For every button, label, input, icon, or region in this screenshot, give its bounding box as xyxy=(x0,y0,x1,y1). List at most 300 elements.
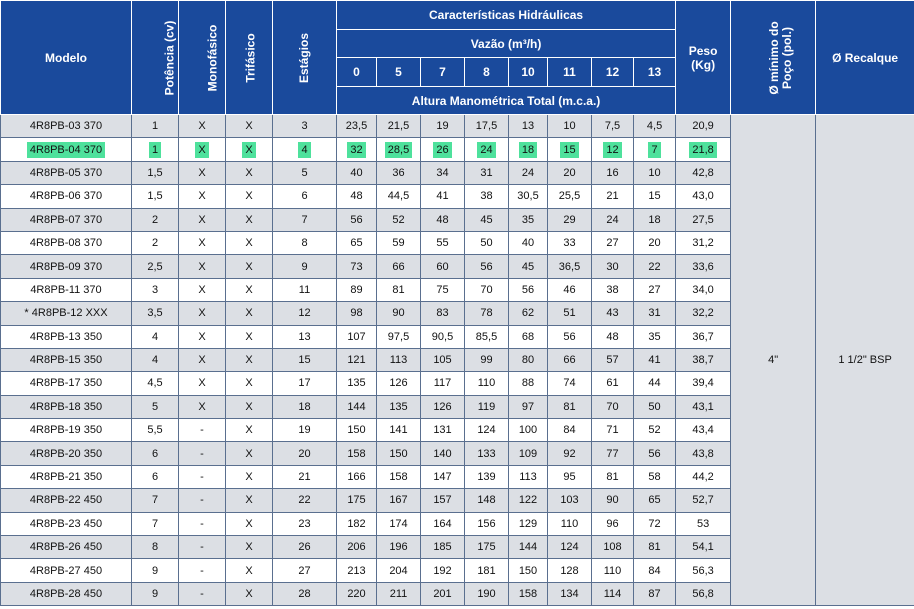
table-cell: 15 xyxy=(273,348,337,371)
table-cell: 19 xyxy=(273,419,337,442)
table-cell: 58 xyxy=(634,465,676,488)
table-row xyxy=(1,115,914,138)
header-altura: Altura Manométrica Total (m.c.a.) xyxy=(337,87,676,115)
table-cell: 41 xyxy=(421,185,465,208)
table-cell: X xyxy=(226,348,273,371)
table-cell: 105 xyxy=(421,348,465,371)
table-cell: 113 xyxy=(377,348,421,371)
table-cell: 81 xyxy=(634,536,676,559)
header-flow: 5 xyxy=(377,58,421,87)
table-cell: 43 xyxy=(592,302,634,325)
table-cell: 52 xyxy=(634,419,676,442)
table-cell: 42,8 xyxy=(676,161,731,184)
table-cell: 21,5 xyxy=(377,115,421,138)
table-cell: 157 xyxy=(421,489,465,512)
table-cell: 50 xyxy=(465,231,509,254)
table-cell: 18 xyxy=(634,208,676,231)
table-cell: 110 xyxy=(465,372,509,395)
table-cell: 147 xyxy=(421,465,465,488)
table-cell: 174 xyxy=(377,512,421,535)
table-cell: 48 xyxy=(421,208,465,231)
highlighted-value: 15 xyxy=(560,142,578,158)
table-cell: 13 xyxy=(509,115,548,138)
table-cell: 6 xyxy=(132,465,179,488)
table-cell: 134 xyxy=(548,582,592,605)
table-cell: 128 xyxy=(548,559,592,582)
table-cell: 28 xyxy=(273,582,337,605)
table-cell: X xyxy=(226,559,273,582)
table-cell: 36,5 xyxy=(548,255,592,278)
table-cell: X xyxy=(179,395,226,418)
table-cell: 220 xyxy=(337,582,377,605)
table-cell: 41 xyxy=(634,348,676,371)
table-cell: X xyxy=(179,161,226,184)
table-cell: - xyxy=(179,536,226,559)
table-cell: 9 xyxy=(132,582,179,605)
header-recalque: Ø Recalque xyxy=(816,1,914,115)
table-cell: 43,0 xyxy=(676,185,731,208)
header-estagios: Estágios xyxy=(273,1,337,115)
table-cell: 12 xyxy=(273,302,337,325)
table-cell: 40 xyxy=(337,161,377,184)
table-cell: 98 xyxy=(337,302,377,325)
table-cell: X xyxy=(226,255,273,278)
table-cell: 6 xyxy=(273,185,337,208)
table-cell: 35 xyxy=(634,325,676,348)
table-cell: 124 xyxy=(465,419,509,442)
table-cell: 77 xyxy=(592,442,634,465)
table-cell: 83 xyxy=(421,302,465,325)
table-cell: 88 xyxy=(509,372,548,395)
table-cell: 5 xyxy=(273,161,337,184)
header-modelo: Modelo xyxy=(1,1,132,115)
table-cell: 38 xyxy=(592,278,634,301)
table-cell: X xyxy=(226,372,273,395)
table-cell: 25,5 xyxy=(548,185,592,208)
table-cell: 19 xyxy=(421,115,465,138)
table-cell: X xyxy=(226,208,273,231)
table-cell: 158 xyxy=(509,582,548,605)
table-cell: 2 xyxy=(132,231,179,254)
table-cell: X xyxy=(179,325,226,348)
table-cell: 150 xyxy=(377,442,421,465)
table-cell: 4,5 xyxy=(132,372,179,395)
table-cell: 158 xyxy=(337,442,377,465)
table-cell: 90 xyxy=(592,489,634,512)
table-cell: 43,8 xyxy=(676,442,731,465)
table-cell: X xyxy=(179,255,226,278)
table-cell: X xyxy=(179,231,226,254)
table-cell: 56 xyxy=(337,208,377,231)
table-cell: X xyxy=(179,372,226,395)
table-cell: 13 xyxy=(273,325,337,348)
table-cell: 56 xyxy=(509,278,548,301)
table-cell: 15 xyxy=(634,185,676,208)
model-cell: 4R8PB-03 370 xyxy=(1,115,132,138)
table-cell: 56,8 xyxy=(676,582,731,605)
table-cell: - xyxy=(179,419,226,442)
model-cell: 4R8PB-19 350 xyxy=(1,419,132,442)
table-cell xyxy=(377,138,421,161)
highlighted-value: 26 xyxy=(433,142,451,158)
table-cell xyxy=(337,138,377,161)
table-cell: 90 xyxy=(377,302,421,325)
table-cell: 35 xyxy=(509,208,548,231)
table-cell: 124 xyxy=(548,536,592,559)
table-cell: 17 xyxy=(273,372,337,395)
table-cell: 5,5 xyxy=(132,419,179,442)
table-cell: 109 xyxy=(509,442,548,465)
table-cell: 144 xyxy=(337,395,377,418)
table-cell: 107 xyxy=(337,325,377,348)
header-trifasico: Trifásico xyxy=(226,1,273,115)
table-cell: - xyxy=(179,559,226,582)
model-cell: 4R8PB-09 370 xyxy=(1,255,132,278)
table-cell: 96 xyxy=(592,512,634,535)
table-cell: 131 xyxy=(421,419,465,442)
table-cell: X xyxy=(226,442,273,465)
table-cell: 7 xyxy=(273,208,337,231)
header-flow: 12 xyxy=(592,58,634,87)
table-cell: 204 xyxy=(377,559,421,582)
table-cell: 126 xyxy=(377,372,421,395)
table-cell: 81 xyxy=(548,395,592,418)
table-cell xyxy=(465,138,509,161)
table-cell: 31,2 xyxy=(676,231,731,254)
table-cell: 20 xyxy=(634,231,676,254)
table-cell: 90,5 xyxy=(421,325,465,348)
table-cell: X xyxy=(179,278,226,301)
highlighted-value: X xyxy=(195,142,208,158)
table-cell: 3 xyxy=(273,115,337,138)
table-cell: 7,5 xyxy=(592,115,634,138)
header-flow: 10 xyxy=(509,58,548,87)
highlighted-value: 32 xyxy=(347,142,365,158)
table-cell: 8 xyxy=(273,231,337,254)
table-cell: 24 xyxy=(592,208,634,231)
table-cell xyxy=(548,138,592,161)
table-cell: 114 xyxy=(592,582,634,605)
table-cell: 43,4 xyxy=(676,419,731,442)
table-cell: 139 xyxy=(465,465,509,488)
table-cell: 60 xyxy=(421,255,465,278)
model-cell: 4R8PB-06 370 xyxy=(1,185,132,208)
table-cell: 2 xyxy=(132,208,179,231)
table-cell: 92 xyxy=(548,442,592,465)
table-cell: 66 xyxy=(377,255,421,278)
table-cell: 121 xyxy=(337,348,377,371)
table-cell: 71 xyxy=(592,419,634,442)
table-cell: 167 xyxy=(377,489,421,512)
table-cell: 150 xyxy=(509,559,548,582)
model-cell: * 4R8PB-12 XXX xyxy=(1,302,132,325)
table-cell: 38,7 xyxy=(676,348,731,371)
table-cell: 175 xyxy=(465,536,509,559)
table-cell: 20 xyxy=(548,161,592,184)
table-cell: 129 xyxy=(509,512,548,535)
model-cell: 4R8PB-22 450 xyxy=(1,489,132,512)
table-cell: 54,1 xyxy=(676,536,731,559)
table-cell: X xyxy=(226,536,273,559)
table-cell: 100 xyxy=(509,419,548,442)
table-cell: 43,1 xyxy=(676,395,731,418)
table-cell: 11 xyxy=(273,278,337,301)
table-cell: 1,5 xyxy=(132,185,179,208)
table-cell: 3,5 xyxy=(132,302,179,325)
table-cell: 57 xyxy=(592,348,634,371)
table-cell: 23,5 xyxy=(337,115,377,138)
table-cell: 48 xyxy=(592,325,634,348)
table-cell: 9 xyxy=(273,255,337,278)
table-cell: 31 xyxy=(634,302,676,325)
table-cell xyxy=(132,138,179,161)
table-cell: 7 xyxy=(132,512,179,535)
table-cell: 144 xyxy=(509,536,548,559)
table-cell xyxy=(509,138,548,161)
model-cell: 4R8PB-15 350 xyxy=(1,348,132,371)
model-cell: 4R8PB-20 350 xyxy=(1,442,132,465)
table-cell: 21 xyxy=(592,185,634,208)
table-cell: X xyxy=(226,465,273,488)
table-cell: 5 xyxy=(132,395,179,418)
table-cell: 44 xyxy=(634,372,676,395)
table-cell: 73 xyxy=(337,255,377,278)
table-cell: 34 xyxy=(421,161,465,184)
table-cell: 22 xyxy=(273,489,337,512)
table-cell xyxy=(676,138,731,161)
table-cell: 33,6 xyxy=(676,255,731,278)
table-cell: 4 xyxy=(132,348,179,371)
table-cell: 45 xyxy=(509,255,548,278)
header-caracteristicas: Características Hidráulicas xyxy=(337,1,676,30)
table-cell: 16 xyxy=(592,161,634,184)
table-cell: 166 xyxy=(337,465,377,488)
model-cell: 4R8PB-21 350 xyxy=(1,465,132,488)
table-cell: 126 xyxy=(421,395,465,418)
header-flow: 13 xyxy=(634,58,676,87)
table-cell: 4 xyxy=(132,325,179,348)
table-cell: 81 xyxy=(377,278,421,301)
model-cell: 4R8PB-07 370 xyxy=(1,208,132,231)
table-cell: 141 xyxy=(377,419,421,442)
model-cell: 4R8PB-27 450 xyxy=(1,559,132,582)
table-cell: 56 xyxy=(465,255,509,278)
header-diametro-poco: Ø mínimo do Poço (pol.) xyxy=(731,1,816,115)
table-cell: 196 xyxy=(377,536,421,559)
table-cell: X xyxy=(226,512,273,535)
table-cell: 70 xyxy=(465,278,509,301)
table-cell: X xyxy=(179,208,226,231)
model-cell: 4R8PB-17 350 xyxy=(1,372,132,395)
table-cell xyxy=(179,138,226,161)
table-cell: 27 xyxy=(634,278,676,301)
table-cell: 110 xyxy=(592,559,634,582)
table-cell: 99 xyxy=(465,348,509,371)
table-cell: 119 xyxy=(465,395,509,418)
table-cell: 44,2 xyxy=(676,465,731,488)
table-cell: X xyxy=(226,489,273,512)
table-cell: 117 xyxy=(421,372,465,395)
table-cell: 53 xyxy=(676,512,731,535)
table-cell: 181 xyxy=(465,559,509,582)
table-cell: 140 xyxy=(421,442,465,465)
table-cell: 110 xyxy=(548,512,592,535)
recalque-value: 1 1/2" BSP xyxy=(816,115,914,606)
table-cell: 6 xyxy=(132,442,179,465)
table-cell: 175 xyxy=(337,489,377,512)
table-cell: X xyxy=(179,348,226,371)
table-cell: 20 xyxy=(273,442,337,465)
table-cell: 75 xyxy=(421,278,465,301)
table-cell: 38 xyxy=(465,185,509,208)
table-cell: 66 xyxy=(548,348,592,371)
model-cell: 4R8PB-23 450 xyxy=(1,512,132,535)
table-cell: 52 xyxy=(377,208,421,231)
table-cell: 36 xyxy=(377,161,421,184)
header-flow: 0 xyxy=(337,58,377,87)
model-cell: 4R8PB-13 350 xyxy=(1,325,132,348)
table-cell: 10 xyxy=(634,161,676,184)
table-cell: 23 xyxy=(273,512,337,535)
table-cell: X xyxy=(226,278,273,301)
table-cell: 84 xyxy=(548,419,592,442)
table-cell: 95 xyxy=(548,465,592,488)
model-cell: 4R8PB-11 370 xyxy=(1,278,132,301)
table-cell: 29 xyxy=(548,208,592,231)
table-cell: 32,2 xyxy=(676,302,731,325)
table-cell: 46 xyxy=(548,278,592,301)
table-cell: 9 xyxy=(132,559,179,582)
table-cell: 211 xyxy=(377,582,421,605)
table-cell: 135 xyxy=(337,372,377,395)
table-cell: - xyxy=(179,442,226,465)
highlighted-value: 4R8PB-04 370 xyxy=(27,142,105,158)
table-cell: 52,7 xyxy=(676,489,731,512)
table-cell xyxy=(226,138,273,161)
header-flow: 11 xyxy=(548,58,592,87)
table-cell: 62 xyxy=(509,302,548,325)
table-cell: 1,5 xyxy=(132,161,179,184)
table-cell: 45 xyxy=(465,208,509,231)
table-cell: 156 xyxy=(465,512,509,535)
table-cell xyxy=(592,138,634,161)
table-cell: 103 xyxy=(548,489,592,512)
table-cell: X xyxy=(179,185,226,208)
table-cell: 18 xyxy=(273,395,337,418)
table-cell: 206 xyxy=(337,536,377,559)
table-cell: 48 xyxy=(337,185,377,208)
table-cell: 56 xyxy=(634,442,676,465)
table-cell: 17,5 xyxy=(465,115,509,138)
table-cell: 81 xyxy=(592,465,634,488)
table-cell: 72 xyxy=(634,512,676,535)
header-flow: 7 xyxy=(421,58,465,87)
model-cell xyxy=(1,138,132,161)
highlighted-value: 12 xyxy=(603,142,621,158)
table-cell: 31 xyxy=(465,161,509,184)
table-cell: 4,5 xyxy=(634,115,676,138)
table-cell: 21 xyxy=(273,465,337,488)
table-cell: 59 xyxy=(377,231,421,254)
table-cell: 40 xyxy=(509,231,548,254)
table-cell: 213 xyxy=(337,559,377,582)
table-cell: 20,9 xyxy=(676,115,731,138)
table-cell: 85,5 xyxy=(465,325,509,348)
table-cell: 68 xyxy=(509,325,548,348)
model-cell: 4R8PB-26 450 xyxy=(1,536,132,559)
table-cell: 148 xyxy=(465,489,509,512)
table-cell: 74 xyxy=(548,372,592,395)
table-cell: 87 xyxy=(634,582,676,605)
table-cell: 133 xyxy=(465,442,509,465)
table-cell xyxy=(421,138,465,161)
table-cell: X xyxy=(226,115,273,138)
table-cell: 26 xyxy=(273,536,337,559)
table-cell: 51 xyxy=(548,302,592,325)
highlighted-value: 28,5 xyxy=(385,142,412,158)
table-cell: 55 xyxy=(421,231,465,254)
table-cell: 150 xyxy=(337,419,377,442)
table-cell: - xyxy=(179,465,226,488)
highlighted-value: 1 xyxy=(149,142,161,158)
table-cell: 113 xyxy=(509,465,548,488)
table-cell: X xyxy=(226,325,273,348)
table-cell: 33 xyxy=(548,231,592,254)
table-cell: 22 xyxy=(634,255,676,278)
table-cell: X xyxy=(226,419,273,442)
table-cell: 122 xyxy=(509,489,548,512)
table-cell: 7 xyxy=(132,489,179,512)
table-cell: 24 xyxy=(509,161,548,184)
table-cell: 190 xyxy=(465,582,509,605)
table-cell: 65 xyxy=(337,231,377,254)
table-cell: X xyxy=(179,115,226,138)
table-cell: 10 xyxy=(548,115,592,138)
table-cell: 201 xyxy=(421,582,465,605)
table-cell: 61 xyxy=(592,372,634,395)
table-cell: 27 xyxy=(592,231,634,254)
table-cell: 30 xyxy=(592,255,634,278)
table-cell: X xyxy=(226,231,273,254)
table-cell: 84 xyxy=(634,559,676,582)
table-cell: 34,0 xyxy=(676,278,731,301)
table-cell: X xyxy=(226,161,273,184)
header-potencia: Potência (cv) xyxy=(132,1,179,115)
table-cell: 27 xyxy=(273,559,337,582)
table-cell: 164 xyxy=(421,512,465,535)
header-peso: Peso (Kg) xyxy=(676,1,731,115)
table-cell: 135 xyxy=(377,395,421,418)
table-cell: - xyxy=(179,489,226,512)
table-cell: 44,5 xyxy=(377,185,421,208)
model-cell: 4R8PB-28 450 xyxy=(1,582,132,605)
table-cell: 97,5 xyxy=(377,325,421,348)
table-cell: - xyxy=(179,512,226,535)
header-flow: 8 xyxy=(465,58,509,87)
table-cell: 89 xyxy=(337,278,377,301)
table-cell: 39,4 xyxy=(676,372,731,395)
table-cell: 97 xyxy=(509,395,548,418)
table-cell: 56,3 xyxy=(676,559,731,582)
table-cell: 2,5 xyxy=(132,255,179,278)
table-cell: 192 xyxy=(421,559,465,582)
highlighted-value: 21,8 xyxy=(689,142,716,158)
table-body xyxy=(1,115,914,606)
table-cell: 1 xyxy=(132,115,179,138)
model-cell: 4R8PB-05 370 xyxy=(1,161,132,184)
table-cell: 182 xyxy=(337,512,377,535)
table-cell: X xyxy=(226,302,273,325)
